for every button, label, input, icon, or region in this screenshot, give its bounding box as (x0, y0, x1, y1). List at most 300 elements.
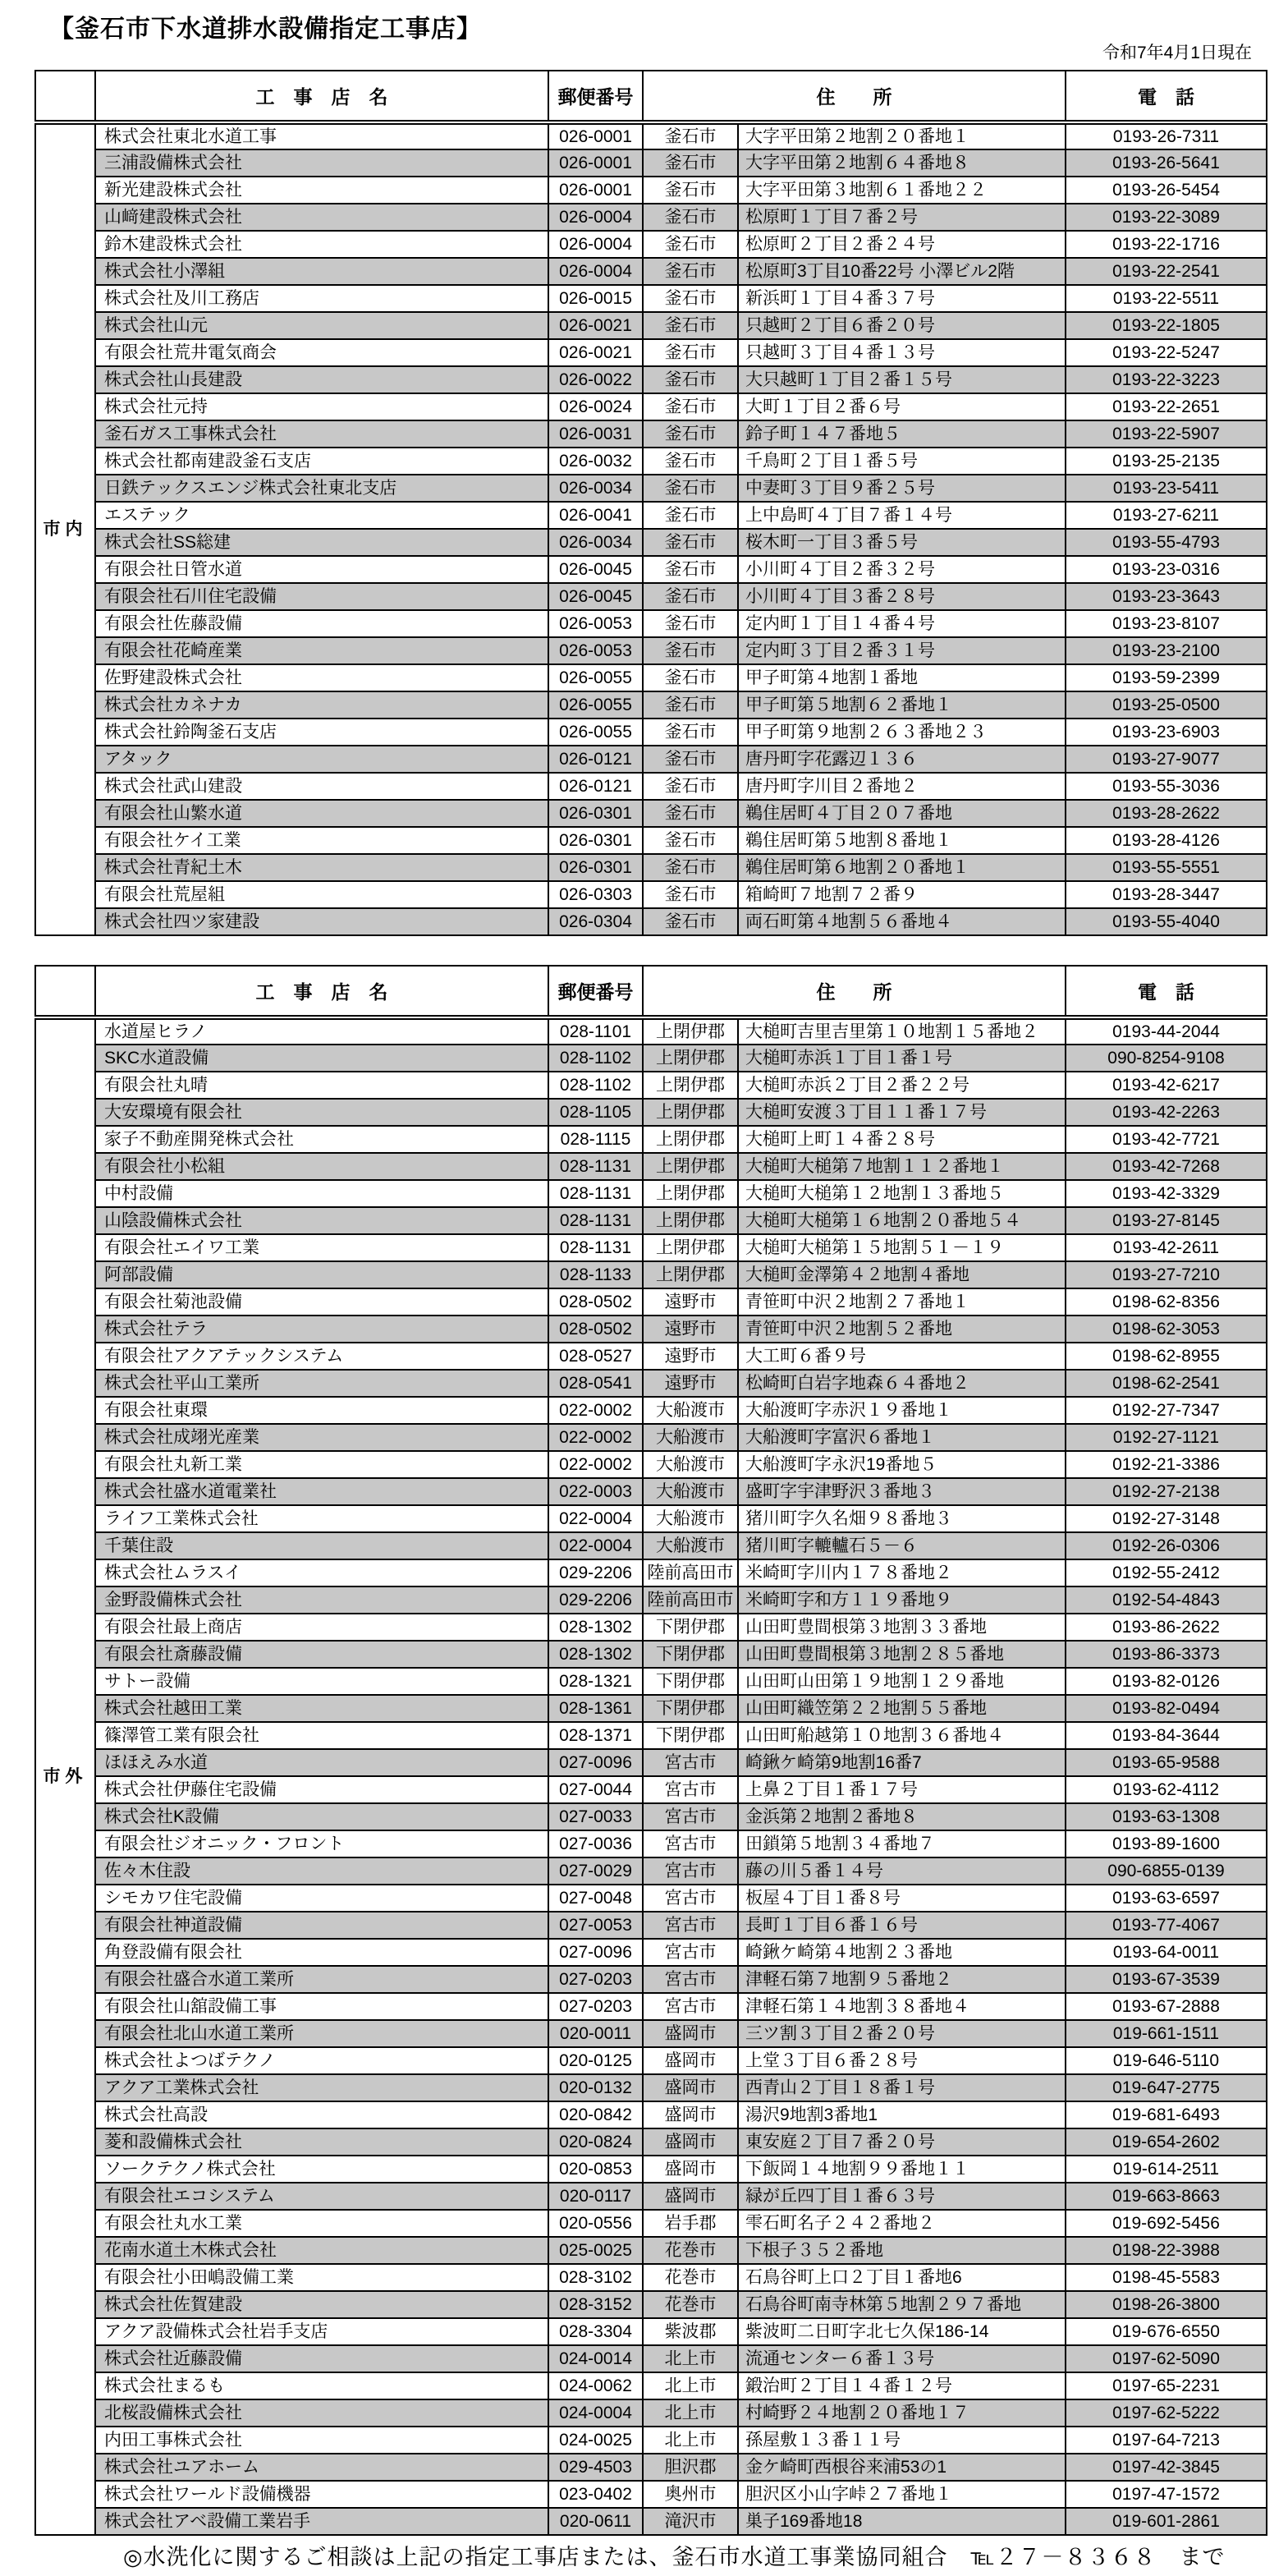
postal-code-cell: 026-0004 (548, 204, 643, 231)
postal-code-cell: 028-0502 (548, 1288, 643, 1316)
company-name-cell: 有限会社丸新工業 (95, 1451, 548, 1478)
address-cell: 青笹町中沢２地割２７番地１ (738, 1288, 1066, 1316)
company-name-cell: 株式会社伊藤住宅設備 (95, 1776, 548, 1803)
address-cell: 湯沢9地割3番地1 (738, 2101, 1066, 2128)
postal-code-cell: 028-3304 (548, 2318, 643, 2345)
phone-cell: 0193-25-2135 (1066, 448, 1267, 475)
address-cell: 田鎖第５地割３４番地７ (738, 1830, 1066, 1857)
phone-cell: 0193-22-5247 (1066, 339, 1267, 366)
table-row (35, 2264, 1267, 2291)
postal-code-cell: 026-0301 (548, 800, 643, 827)
phone-cell: 0192-27-7347 (1066, 1397, 1267, 1424)
postal-code-cell: 029-4503 (548, 2454, 643, 2481)
phone-cell: 0193-42-2263 (1066, 1099, 1267, 1126)
company-name-cell: 釜石ガス工事株式会社 (95, 420, 548, 448)
postal-code-cell: 028-0541 (548, 1370, 643, 1397)
phone-cell: 0193-77-4067 (1066, 1912, 1267, 1939)
table-row (35, 2183, 1267, 2210)
postal-code-cell: 020-0556 (548, 2210, 643, 2237)
company-name-cell: 有限会社盛合水道工業所 (95, 1966, 548, 1993)
address-cell: 緑が丘四丁目１番６３号 (738, 2183, 1066, 2210)
city-cell: 陸前高田市 (643, 1586, 738, 1614)
table-row (35, 2156, 1267, 2183)
company-name-cell: 山﨑建設株式会社 (95, 204, 548, 231)
table-row (35, 2345, 1267, 2372)
postal-code-cell: 020-0011 (548, 2020, 643, 2047)
phone-cell: 0193-22-1716 (1066, 231, 1267, 258)
header-row (35, 966, 1267, 1017)
city-cell: 釜石市 (643, 393, 738, 420)
column-header-store: 工 事 店 名 (95, 966, 548, 1017)
postal-code-cell: 026-0031 (548, 420, 643, 448)
city-cell: 釜石市 (643, 502, 738, 529)
city-cell: 上閉伊郡 (643, 1234, 738, 1261)
table-row (35, 2128, 1267, 2156)
company-name-cell: 千葉住設 (95, 1532, 548, 1559)
phone-cell: 0193-26-5641 (1066, 149, 1267, 177)
city-cell: 下閉伊郡 (643, 1614, 738, 1641)
address-cell: 山田町豊間根第３地割２８５番地 (738, 1641, 1066, 1668)
table-row (35, 204, 1267, 231)
address-cell: 盛町字宇津野沢３番地３ (738, 1478, 1066, 1505)
phone-cell: 019-681-6493 (1066, 2101, 1267, 2128)
phone-cell: 0193-22-5511 (1066, 285, 1267, 312)
table-row (35, 529, 1267, 556)
postal-code-cell: 026-0045 (548, 583, 643, 610)
city-cell: 上閉伊郡 (643, 1072, 738, 1099)
postal-code-cell: 027-0096 (548, 1749, 643, 1776)
postal-code-cell: 028-0527 (548, 1343, 643, 1370)
phone-cell: 0193-22-3089 (1066, 204, 1267, 231)
city-cell: 盛岡市 (643, 2156, 738, 2183)
company-name-cell: 有限会社荒井電気商会 (95, 339, 548, 366)
table-row (35, 1424, 1267, 1451)
column-header-section (35, 71, 95, 122)
address-cell: 大字平田第２地割２０番地１ (738, 122, 1066, 149)
table-row (35, 339, 1267, 366)
table-row (35, 1614, 1267, 1641)
table-row (35, 1857, 1267, 1885)
header-row (35, 71, 1267, 122)
company-name-cell: 佐野建設株式会社 (95, 664, 548, 691)
address-cell: 大槌町吉里吉里第１０地割１５番地２ (738, 1017, 1066, 1045)
address-cell: 米崎町字和方１１９番地９ (738, 1586, 1066, 1614)
postal-code-cell: 024-0062 (548, 2372, 643, 2399)
address-cell: 金浜第２地割２番地８ (738, 1803, 1066, 1830)
city-cell: 盛岡市 (643, 2183, 738, 2210)
address-cell: 大槌町安渡３丁目１１番１７号 (738, 1099, 1066, 1126)
company-name-cell: 株式会社越田工業 (95, 1695, 548, 1722)
phone-cell: 0197-42-3845 (1066, 2454, 1267, 2481)
phone-cell: 0193-22-5907 (1066, 420, 1267, 448)
city-cell: 宮古市 (643, 1939, 738, 1966)
address-cell: 東安庭２丁目７番２０号 (738, 2128, 1066, 2156)
table-row (35, 908, 1267, 935)
table-row (35, 1370, 1267, 1397)
postal-code-cell: 022-0002 (548, 1424, 643, 1451)
address-cell: 定内町３丁目２番３１号 (738, 637, 1066, 664)
city-cell: 岩手郡 (643, 2210, 738, 2237)
city-cell: 宮古市 (643, 1830, 738, 1857)
postal-code-cell: 026-0032 (548, 448, 643, 475)
city-cell: 釜石市 (643, 610, 738, 637)
address-cell: 藤の川５番１４号 (738, 1857, 1066, 1885)
address-cell: 鈴子町１４７番地５ (738, 420, 1066, 448)
postal-code-cell: 027-0096 (548, 1939, 643, 1966)
address-cell: 大槌町大槌第１２地割１３番地５ (738, 1180, 1066, 1207)
city-cell: 宮古市 (643, 1776, 738, 1803)
company-name-cell: 有限会社佐藤設備 (95, 610, 548, 637)
city-cell: 宮古市 (643, 1912, 738, 1939)
phone-cell: 0193-42-6217 (1066, 1072, 1267, 1099)
phone-cell: 0192-27-3148 (1066, 1505, 1267, 1532)
phone-cell: 0193-23-2100 (1066, 637, 1267, 664)
city-cell: 盛岡市 (643, 2047, 738, 2074)
table-row (35, 1316, 1267, 1343)
table-row (35, 746, 1267, 773)
company-name-cell: 有限会社エコシステム (95, 2183, 548, 2210)
city-cell: 釜石市 (643, 691, 738, 719)
address-cell: 胆沢区小山字峠２７番地１ (738, 2481, 1066, 2508)
phone-cell: 0193-23-8107 (1066, 610, 1267, 637)
city-cell: 盛岡市 (643, 2128, 738, 2156)
company-name-cell: 株式会社山長建設 (95, 366, 548, 393)
address-cell: 大槌町赤浜１丁目１番１号 (738, 1045, 1066, 1072)
city-cell: 遠野市 (643, 1288, 738, 1316)
address-cell: 小川町４丁目３番２８号 (738, 583, 1066, 610)
address-cell: 鵜住居町４丁目２０７番地 (738, 800, 1066, 827)
company-name-cell: 株式会社まるも (95, 2372, 548, 2399)
city-cell: 北上市 (643, 2427, 738, 2454)
phone-cell: 0197-47-1572 (1066, 2481, 1267, 2508)
table-row (35, 2291, 1267, 2318)
company-name-cell: 有限会社日管水道 (95, 556, 548, 583)
city-cell: 釜石市 (643, 475, 738, 502)
address-cell: 松原町１丁目７番２号 (738, 204, 1066, 231)
company-name-cell: 有限会社ジオニック・フロント (95, 1830, 548, 1857)
company-name-cell: 角登設備有限会社 (95, 1939, 548, 1966)
city-cell: 遠野市 (643, 1343, 738, 1370)
address-cell: 大槌町大槌第１６地割２０番地５４ (738, 1207, 1066, 1234)
company-name-cell: 株式会社よつばテクノ (95, 2047, 548, 2074)
company-name-cell: 株式会社テラ (95, 1316, 548, 1343)
table-row (35, 1559, 1267, 1586)
company-name-cell: 株式会社東北水道工事 (95, 122, 548, 149)
postal-code-cell: 020-0853 (548, 2156, 643, 2183)
phone-cell: 0192-27-2138 (1066, 1478, 1267, 1505)
column-header-address: 住 所 (643, 966, 1066, 1017)
phone-cell: 019-663-8663 (1066, 2183, 1267, 2210)
phone-cell: 0198-62-8955 (1066, 1343, 1267, 1370)
city-cell: 釜石市 (643, 583, 738, 610)
phone-cell: 0197-65-2231 (1066, 2372, 1267, 2399)
city-cell: 北上市 (643, 2372, 738, 2399)
table-row (35, 1912, 1267, 1939)
phone-cell: 0193-55-4040 (1066, 908, 1267, 935)
city-cell: 宮古市 (643, 1749, 738, 1776)
company-name-cell: 家子不動産開発株式会社 (95, 1126, 548, 1153)
company-name-cell: 株式会社アベ設備工業岩手 (95, 2508, 548, 2535)
address-cell: 桜木町一丁目３番５号 (738, 529, 1066, 556)
postal-code-cell: 022-0003 (548, 1478, 643, 1505)
table-row (35, 1586, 1267, 1614)
postal-code-cell: 027-0036 (548, 1830, 643, 1857)
address-cell: 山田町織笠第２２地割５５番地 (738, 1695, 1066, 1722)
company-name-cell: サトー設備 (95, 1668, 548, 1695)
city-cell: 釜石市 (643, 637, 738, 664)
postal-code-cell: 026-0034 (548, 529, 643, 556)
address-cell: 大字平田第３地割６１番地２２ (738, 177, 1066, 204)
company-name-cell: ソークテクノ株式会社 (95, 2156, 548, 2183)
table-row (35, 827, 1267, 854)
address-cell: 大船渡町字赤沢１９番地１ (738, 1397, 1066, 1424)
city-cell: 釜石市 (643, 908, 738, 935)
postal-code-cell: 028-1361 (548, 1695, 643, 1722)
address-cell: 崎鍬ケ崎第9地割16番7 (738, 1749, 1066, 1776)
phone-cell: 0193-82-0126 (1066, 1668, 1267, 1695)
city-cell: 釜石市 (643, 664, 738, 691)
phone-cell: 0193-62-4112 (1066, 1776, 1267, 1803)
company-name-cell: 水道屋ヒラノ (95, 1017, 548, 1045)
company-name-cell: アクア工業株式会社 (95, 2074, 548, 2101)
phone-cell: 0197-62-5090 (1066, 2345, 1267, 2372)
phone-cell: 0193-27-6211 (1066, 502, 1267, 529)
column-header-store: 工 事 店 名 (95, 71, 548, 122)
phone-cell: 0193-27-9077 (1066, 746, 1267, 773)
postal-code-cell: 020-0132 (548, 2074, 643, 2101)
company-name-cell: 鈴木建設株式会社 (95, 231, 548, 258)
postal-code-cell: 022-0002 (548, 1451, 643, 1478)
postal-code-cell: 026-0022 (548, 366, 643, 393)
company-name-cell: 大安環境有限会社 (95, 1099, 548, 1126)
city-cell: 釜石市 (643, 827, 738, 854)
city-cell: 陸前高田市 (643, 1559, 738, 1586)
city-cell: 盛岡市 (643, 2020, 738, 2047)
phone-cell: 0193-65-9588 (1066, 1749, 1267, 1776)
table-row (35, 691, 1267, 719)
table-row (35, 231, 1267, 258)
table-row (35, 1261, 1267, 1288)
phone-cell: 0192-54-4843 (1066, 1586, 1267, 1614)
company-name-cell: 金野設備株式会社 (95, 1586, 548, 1614)
address-cell: 下根子３５２番地 (738, 2237, 1066, 2264)
company-name-cell: 有限会社小松組 (95, 1153, 548, 1180)
phone-cell: 0193-63-1308 (1066, 1803, 1267, 1830)
postal-code-cell: 028-1131 (548, 1153, 643, 1180)
postal-code-cell: 020-0824 (548, 2128, 643, 2156)
company-name-cell: 株式会社佐賀建設 (95, 2291, 548, 2318)
table-row (35, 1045, 1267, 1072)
phone-cell: 0198-22-3988 (1066, 2237, 1267, 2264)
city-cell: 宮古市 (643, 1993, 738, 2020)
city-cell: 胆沢郡 (643, 2454, 738, 2481)
column-header-section (35, 966, 95, 1017)
postal-code-cell: 029-2206 (548, 1559, 643, 1586)
phone-cell: 0193-27-7210 (1066, 1261, 1267, 1288)
postal-code-cell: 028-3152 (548, 2291, 643, 2318)
table-row (35, 2372, 1267, 2399)
table-row (35, 1072, 1267, 1099)
city-cell: 上閉伊郡 (643, 1180, 738, 1207)
address-cell: 上堂３丁目６番２８号 (738, 2047, 1066, 2074)
address-cell: 板屋４丁目１番８号 (738, 1885, 1066, 1912)
company-name-cell: 有限会社荒屋組 (95, 881, 548, 908)
address-cell: 流通センター６番１３号 (738, 2345, 1066, 2372)
address-cell: 米崎町字川内１７８番地２ (738, 1559, 1066, 1586)
address-cell: 大只越町１丁目２番１５号 (738, 366, 1066, 393)
company-name-cell: 有限会社小田嶋設備工業 (95, 2264, 548, 2291)
city-cell: 大船渡市 (643, 1397, 738, 1424)
table-row (35, 448, 1267, 475)
address-cell: 唐丹町字花露辺１３６ (738, 746, 1066, 773)
table-row (35, 502, 1267, 529)
address-cell: 巣子169番地18 (738, 2508, 1066, 2535)
city-cell: 釜石市 (643, 366, 738, 393)
postal-code-cell: 028-1302 (548, 1641, 643, 1668)
city-cell: 上閉伊郡 (643, 1017, 738, 1045)
postal-code-cell: 026-0045 (548, 556, 643, 583)
address-cell: 定内町１丁目１４番４号 (738, 610, 1066, 637)
city-cell: 釜石市 (643, 122, 738, 149)
postal-code-cell: 028-1302 (548, 1614, 643, 1641)
address-cell: 村崎野２４地割２０番地１７ (738, 2399, 1066, 2427)
phone-cell: 090-8254-9108 (1066, 1045, 1267, 1072)
phone-cell: 0193-86-3373 (1066, 1641, 1267, 1668)
city-cell: 北上市 (643, 2399, 738, 2427)
city-cell: 釜石市 (643, 854, 738, 881)
city-cell: 上閉伊郡 (643, 1126, 738, 1153)
address-cell: 大船渡町字永沢19番地５ (738, 1451, 1066, 1478)
phone-cell: 0193-84-3644 (1066, 1722, 1267, 1749)
city-cell: 宮古市 (643, 1885, 738, 1912)
city-cell: 下閉伊郡 (643, 1641, 738, 1668)
address-cell: 大槌町大槌第７地割１１２番地１ (738, 1153, 1066, 1180)
phone-cell: 0192-21-3386 (1066, 1451, 1267, 1478)
address-cell: 山田町山田第１９地割１２９番地 (738, 1668, 1066, 1695)
company-name-cell: 北桜設備株式会社 (95, 2399, 548, 2427)
address-cell: 下飯岡１４地割９９番地１１ (738, 2156, 1066, 2183)
phone-cell: 0193-55-4793 (1066, 529, 1267, 556)
city-cell: 花巻市 (643, 2264, 738, 2291)
company-name-cell: アクア設備株式会社岩手支店 (95, 2318, 548, 2345)
table-row (35, 1451, 1267, 1478)
phone-cell: 0193-28-2622 (1066, 800, 1267, 827)
address-cell: 只越町２丁目６番２０号 (738, 312, 1066, 339)
company-name-cell: 株式会社及川工務店 (95, 285, 548, 312)
phone-cell: 0193-26-7311 (1066, 122, 1267, 149)
address-cell: 甲子町第５地割６２番地１ (738, 691, 1066, 719)
address-cell: 大字平田第２地割６４番地８ (738, 149, 1066, 177)
postal-code-cell: 026-0004 (548, 231, 643, 258)
postal-code-cell: 028-1133 (548, 1261, 643, 1288)
city-cell: 奥州市 (643, 2481, 738, 2508)
table-row (35, 2454, 1267, 2481)
table-row (35, 1099, 1267, 1126)
city-cell: 上閉伊郡 (643, 1207, 738, 1234)
city-cell: 大船渡市 (643, 1532, 738, 1559)
postal-code-cell: 027-0044 (548, 1776, 643, 1803)
city-cell: 盛岡市 (643, 2074, 738, 2101)
address-cell: 山田町船越第１０地割３６番地４ (738, 1722, 1066, 1749)
phone-cell: 0198-26-3800 (1066, 2291, 1267, 2318)
postal-code-cell: 029-2206 (548, 1586, 643, 1614)
address-cell: 大槌町金澤第４２地割４番地 (738, 1261, 1066, 1288)
phone-cell: 019-601-2861 (1066, 2508, 1267, 2535)
phone-cell: 019-614-2511 (1066, 2156, 1267, 2183)
table-row (35, 1207, 1267, 1234)
company-name-cell: 篠澤管工業有限会社 (95, 1722, 548, 1749)
postal-code-cell: 028-1105 (548, 1099, 643, 1126)
address-cell: 大槌町赤浜２丁目２番２２号 (738, 1072, 1066, 1099)
table-row (35, 2237, 1267, 2264)
company-name-cell: アタック (95, 746, 548, 773)
company-name-cell: 有限会社東環 (95, 1397, 548, 1424)
company-name-cell: 株式会社四ツ家建設 (95, 908, 548, 935)
address-cell: 箱崎町７地割７２番９ (738, 881, 1066, 908)
table-row (35, 583, 1267, 610)
phone-cell: 0193-26-5454 (1066, 177, 1267, 204)
address-cell: 松原町3丁目10番22号 小澤ビル2階 (738, 258, 1066, 285)
date-note: 令和7年4月1日現在 (1102, 44, 1252, 62)
company-name-cell: 佐々木住設 (95, 1857, 548, 1885)
phone-cell: 0197-62-5222 (1066, 2399, 1267, 2427)
postal-code-cell: 027-0029 (548, 1857, 643, 1885)
phone-cell: 0193-42-2611 (1066, 1234, 1267, 1261)
city-cell: 上閉伊郡 (643, 1261, 738, 1288)
table-row (35, 1830, 1267, 1857)
address-cell: 鵜住居町第５地割８番地１ (738, 827, 1066, 854)
company-name-cell: 有限会社北山水道工業所 (95, 2020, 548, 2047)
phone-cell: 0192-27-1121 (1066, 1424, 1267, 1451)
postal-code-cell: 020-0611 (548, 2508, 643, 2535)
table-row (35, 1153, 1267, 1180)
company-name-cell: 株式会社ムラスイ (95, 1559, 548, 1586)
company-name-cell: 有限会社山繁水道 (95, 800, 548, 827)
city-cell: 釜石市 (643, 312, 738, 339)
company-name-cell: 新光建設株式会社 (95, 177, 548, 204)
city-cell: 盛岡市 (643, 2101, 738, 2128)
company-name-cell: 株式会社元持 (95, 393, 548, 420)
table-row (35, 1126, 1267, 1153)
postal-code-cell: 028-1371 (548, 1722, 643, 1749)
phone-cell: 0192-55-2412 (1066, 1559, 1267, 1586)
address-cell: 上中島町４丁目７番１４号 (738, 502, 1066, 529)
table-row (35, 149, 1267, 177)
city-cell: 宮古市 (643, 1966, 738, 1993)
phone-cell: 0198-45-5583 (1066, 2264, 1267, 2291)
company-name-cell: 株式会社近藤設備 (95, 2345, 548, 2372)
phone-cell: 0193-67-3539 (1066, 1966, 1267, 1993)
address-cell: 大町１丁目２番６号 (738, 393, 1066, 420)
city-cell: 釜石市 (643, 149, 738, 177)
city-cell: 宮古市 (643, 1803, 738, 1830)
address-cell: 孫屋敷１３番１１号 (738, 2427, 1066, 2454)
company-name-cell: 株式会社ユアホーム (95, 2454, 548, 2481)
table-row (35, 1234, 1267, 1261)
address-cell: 猪川町字久名畑９８番地３ (738, 1505, 1066, 1532)
address-cell: 雫石町名子２４２番地２ (738, 2210, 1066, 2237)
company-name-cell: 株式会社K設備 (95, 1803, 548, 1830)
postal-code-cell: 020-0117 (548, 2183, 643, 2210)
city-cell: 釜石市 (643, 773, 738, 800)
address-cell: 鵜住居町第６地割２０番地１ (738, 854, 1066, 881)
city-cell: 下閉伊郡 (643, 1695, 738, 1722)
city-cell: 釜石市 (643, 339, 738, 366)
address-cell: 三ツ割３丁目２番２０号 (738, 2020, 1066, 2047)
address-cell: 松崎町白岩字地森６４番地２ (738, 1370, 1066, 1397)
company-name-cell: 株式会社青紀土木 (95, 854, 548, 881)
table-row (35, 1397, 1267, 1424)
